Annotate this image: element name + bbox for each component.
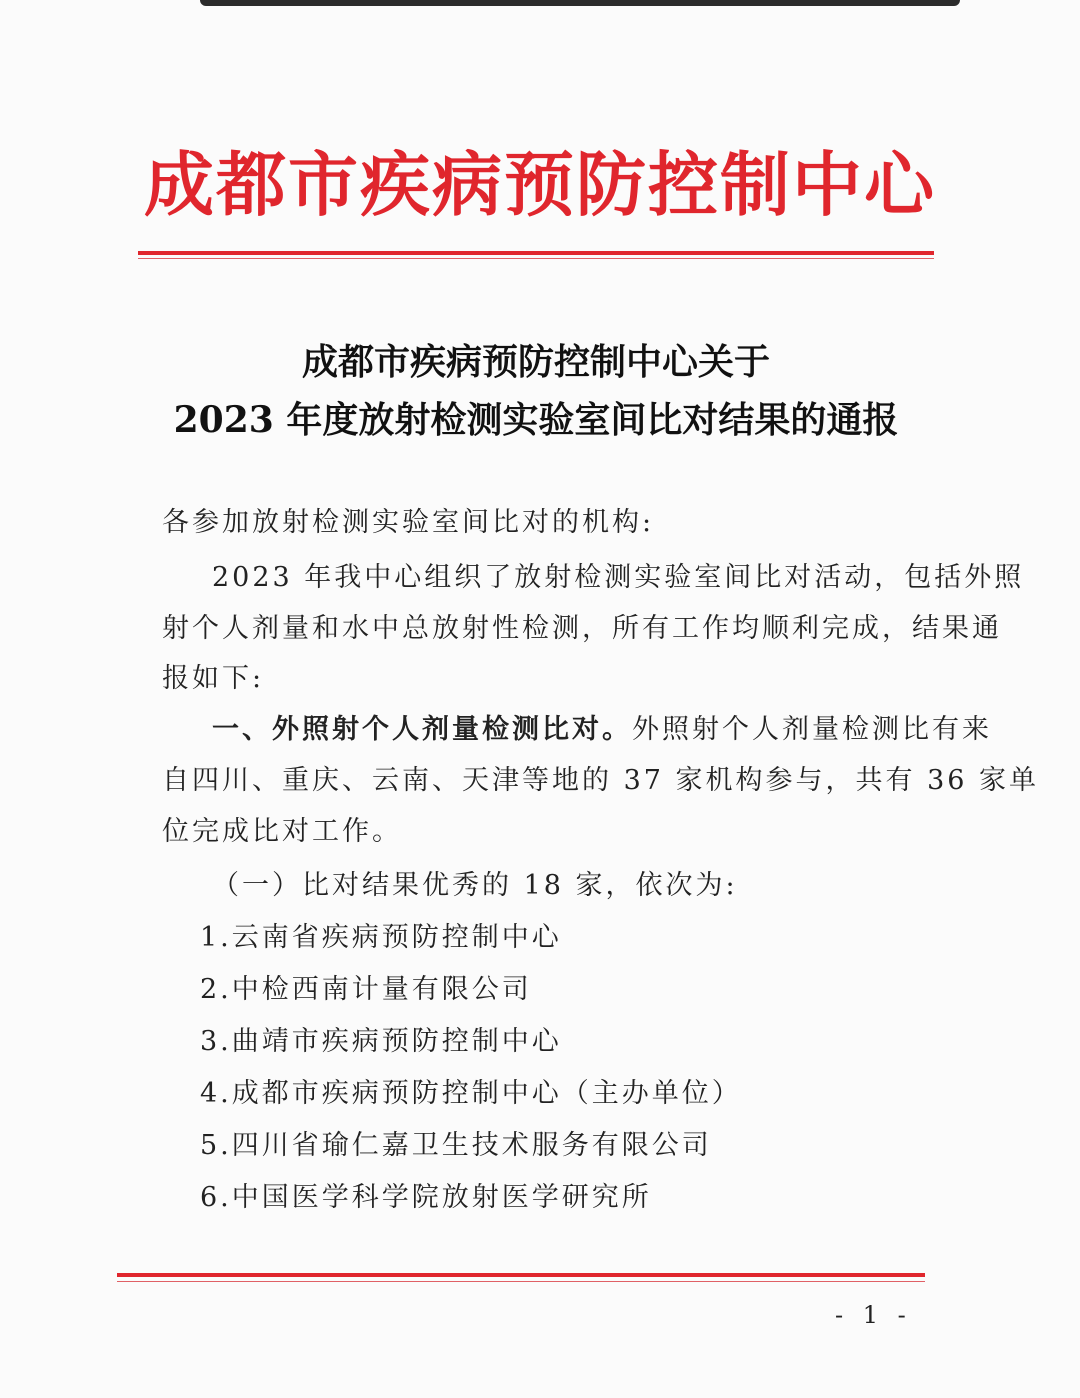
document-title-line-1: 成都市疾病预防控制中心关于 xyxy=(301,341,770,383)
section-1-line-1 xyxy=(212,716,992,743)
list-item: 6.中国医学科学院放射医学研究所 xyxy=(200,1182,652,1213)
header-red-rule-thin xyxy=(138,258,934,259)
page-number: - 1 - xyxy=(835,1301,912,1329)
list-item: 4.成都市疾病预防控制中心（主办单位） xyxy=(200,1078,742,1109)
footer-red-rule xyxy=(117,1273,925,1277)
list-item: 3.曲靖市疾病预防控制中心 xyxy=(200,1026,562,1057)
scan-edge-shadow xyxy=(200,0,960,6)
list-item: 2.中检西南计量有限公司 xyxy=(200,974,532,1005)
document-title-line-2: 2023 年度放射检测实验室间比对结果的通报 xyxy=(173,399,899,441)
header-red-rule xyxy=(138,251,934,255)
section-1-text-1: 外照射个人剂量检测比有来 xyxy=(632,714,992,745)
organization-header: 成都市疾病预防控制中心 xyxy=(144,143,936,226)
list-item: 1.云南省疾病预防控制中心 xyxy=(200,922,562,953)
list-item: 5.四川省瑜仁嘉卫生技术服务有限公司 xyxy=(200,1130,712,1161)
intro-line-3: 报如下: xyxy=(162,663,265,694)
salutation: 各参加放射检测实验室间比对的机构: xyxy=(162,507,655,538)
section-1-line-2: 自四川、重庆、云南、天津等地的 37 家机构参与，共有 36 家单 xyxy=(162,765,1040,796)
intro-line-1: 2023 年我中心组织了放射检测实验室间比对活动，包括外照 xyxy=(212,562,1025,593)
subsection-heading: （一）比对结果优秀的 18 家，依次为: xyxy=(212,870,738,901)
section-1-line-3: 位完成比对工作。 xyxy=(162,816,402,847)
footer-red-rule-thin xyxy=(117,1281,925,1282)
intro-line-2: 射个人剂量和水中总放射性检测，所有工作均顺利完成，结果通 xyxy=(162,613,1002,644)
section-1-heading: 一、外照射个人剂量检测比对。 xyxy=(212,714,632,745)
